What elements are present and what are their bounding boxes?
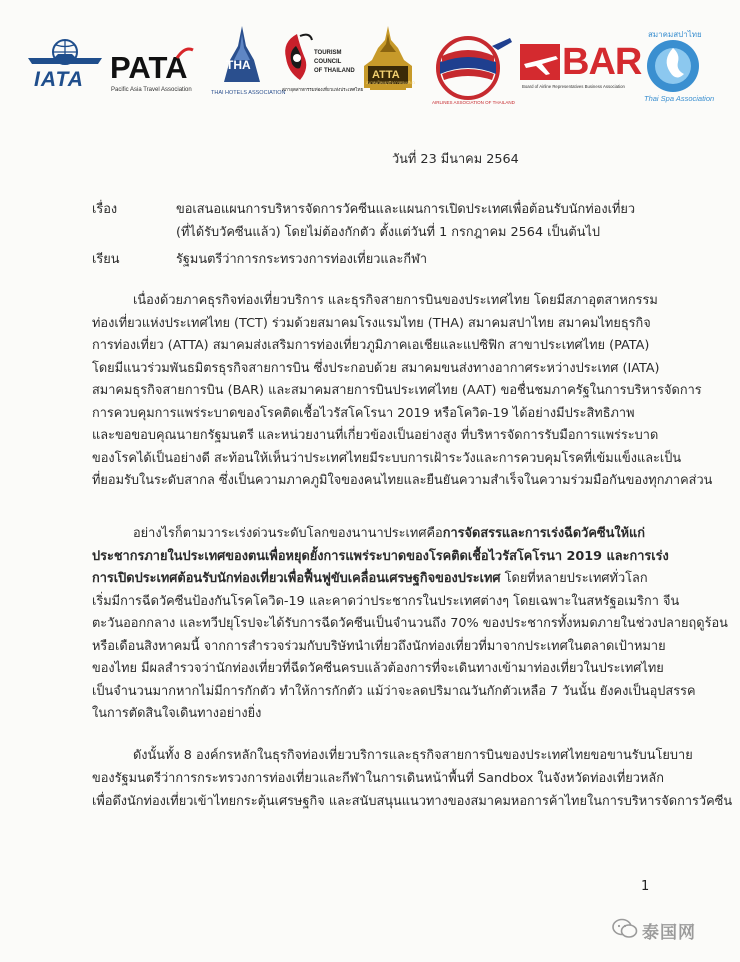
tha-logo-text: THA [226, 58, 251, 72]
paragraph-3-line: เพื่อดึงนักท่องเที่ยวเข้าไทยกระตุ้นเศรษฐกิจ และสนับสนุนแนวทางของสมาคมหอการค้าไทยในการบริหารจัดการวัคซีน [92, 794, 733, 809]
tha-logo-subtitle: THAI HOTELS ASSOCIATION [211, 90, 286, 96]
pata-logo-text: PATA [110, 50, 188, 85]
atta-logo-subtitle: สมาคมไทยธุรกิจการท่องเที่ยว [366, 81, 415, 85]
paragraph-2-emphasis: การจัดสรรและการเร่งฉีดวัคซีนให้แก่ [442, 526, 646, 541]
logo-row [0, 26, 740, 106]
aat-logo-subtitle: AIRLINES ASSOCIATION OF THAILAND [432, 100, 515, 105]
bar-logo-subtitle: Board of Airline Representatives Business Association [522, 84, 625, 89]
recipient-value: รัฐมนตรีว่าการกระทรวงการท่องเที่ยวและกีฬา [176, 252, 428, 267]
aat-globe-icon [428, 26, 514, 106]
bar-logo [520, 26, 642, 106]
thai-spa-bottom-text: Thai Spa Association [644, 94, 715, 103]
subject-line-1: ขอเสนอแผนการบริหารจัดการวัคซีนและแผนการเปิดประเทศเพื่อต้อนรับนักท่องเที่ยว [176, 202, 636, 217]
paragraph-1-line: สมาคมธุรกิจสายการบิน (BAR) และสมาคมสายการบินประเทศไทย (AAT) ขอชื่นชมภาครัฐในการบริหารจัดการ [92, 383, 702, 398]
pata-swoosh-icon [175, 46, 195, 66]
tct-line1: TOURISM [314, 50, 342, 56]
paragraph-2-line: ตะวันออกกลาง และทวีปยุโรปจะได้รับการฉีดวัคซีนเป็นจำนวนถึง 70% ของประชากรทั้งหมดภายในช่วงปลายฤดูร้อน [92, 616, 728, 631]
tct-logo-subtitle: สภาอุตสาหกรรมท่องเที่ยวแห่งประเทศไทย [282, 87, 364, 92]
tha-logo [211, 26, 286, 106]
pata-logo [108, 26, 198, 106]
recipient-label: เรียน [92, 252, 120, 267]
bar-plane-block [520, 44, 560, 80]
tct-flower-icon [280, 28, 314, 88]
paragraph-2-line-1 [133, 525, 645, 543]
paragraph-1-line: โดยมีแนวร่วมพันธมิตรธุรกิจสายการบิน ซึ่งประกอบด้วย สมาคมขนส่งทางอากาศระหว่างประเทศ (IATA) [92, 361, 660, 376]
watermark-text: 泰国网 [642, 923, 696, 943]
paragraph-2-line: หรือเดือนสิงหาคมนี้ จากการสำรวจร่วมกับบริษัทนำเที่ยวถึงนักท่องเที่ยวที่มาจากประเทศในตลาดเป้าหมาย [92, 639, 666, 654]
tha-spire-icon [220, 26, 264, 86]
paragraph-1-line: การควบคุมการแพร่ระบาดของโรคติดเชื้อไวรัสโคโรนา 2019 หรือโควิด-19 ได้อย่างมีประสิทธิภาพ [92, 406, 635, 421]
pata-logo-subtitle: Pacific Asia Travel Association [111, 87, 192, 93]
paragraph-2-line: ของไทย มีผลสำรวจว่านักท่องเที่ยวที่ฉีดวัคซีนครบแล้วต้องการที่จะเดินทางเข้ามาท่องเที่ยวในประเทศไทย [92, 661, 664, 676]
atta-logo [358, 26, 420, 106]
paragraph-1-line: ท่องเที่ยวแห่งประเทศไทย (TCT) ร่วมด้วยสมาคมโรงแรมไทย (THA) สมาคมสปาไทย สมาคมไทยธุรกิจ [92, 316, 651, 331]
paragraph-2-line: ในการตัดสินใจเดินทางอย่างยิ่ง [92, 706, 262, 721]
page-number: 1 [641, 879, 650, 894]
tct-line3: OF THAILAND [314, 68, 355, 74]
paragraph-2-intro: อย่างไรก็ตามวาระเร่งด่วนระดับโลกของนานาประเทศคือ [133, 526, 443, 541]
iata-logo-text: IATA [34, 68, 84, 91]
document-date: วันที่ 23 มีนาคม 2564 [392, 152, 519, 167]
subject-label: เรื่อง [92, 202, 118, 217]
watermark [612, 916, 722, 942]
paragraph-1-line: การท่องเที่ยว (ATTA) สมาคมส่งเสริมการท่องเที่ยวภูมิภาคเอเชียและแปซิฟิก สาขาประเทศไทย (PATA) [92, 338, 650, 353]
paragraph-2-line-2: ประชากรภายในประเทศของตนเพื่อหยุดยั้งการแพร่ระบาดของโรคติดเชื้อไวรัสโคโรนา 2019 และการเร่ง [92, 549, 669, 564]
paragraph-1-line: เนื่องด้วยภาคธุรกิจท่องเที่ยวบริการ และธุรกิจสายการบินของประเทศไทย โดยมีสภาอุตสาหกรรม [133, 293, 658, 308]
paragraph-1-line: และขอขอบคุณนายกรัฐมนตรี และหน่วยงานที่เกี่ยวข้องเป็นอย่างสูง ที่บริหารจัดการรับมือการแพร่ระบาด [92, 428, 659, 443]
tct-line2: COUNCIL [314, 59, 342, 65]
iata-logo [24, 26, 106, 106]
paragraph-1-line: ที่ยอมรับในระดับสากล ซึ่งเป็นความภาคภูมิใจของคนไทยและยืนยันความสำเร็จในความร่วมมือกันของทุกภาคส่วน [92, 473, 713, 488]
bar-logo-text: BAR [562, 41, 642, 83]
paragraph-3-line: ของรัฐมนตรีว่าการกระทรวงการท่องเที่ยวและกีฬาในการเดินหน้าพื้นที่ Sandbox ในจังหวัดท่องเที่ยวหลัก [92, 771, 664, 786]
bar-plane-icon [520, 44, 560, 80]
paragraph-2-continuation: โดยที่หลายประเทศทั่วโลก [500, 571, 648, 586]
atta-logo-text: ATTA [372, 69, 400, 81]
paragraph-2-emphasis: การเปิดประเทศต้อนรับนักท่องเที่ยวเพื่อฟื้นฟูขับเคลื่อนเศรษฐกิจของประเทศ [92, 571, 501, 586]
thai-spa-top-text: สมาคมสปาไทย [648, 30, 702, 39]
subject-line-2: (ที่ได้รับวัคซีนแล้ว) โดยไม่ต้องกักตัว ตั้งแต่วันที่ 1 กรกฎาคม 2564 เป็นต้นไป [176, 225, 601, 240]
paragraph-2-line-3 [92, 570, 648, 588]
thai-spa-logo [640, 26, 715, 106]
paragraph-1-line: ของโรคได้เป็นอย่างดี สะท้อนให้เห็นว่าประเทศไทยมีระบบการเฝ้าระวังและการควบคุมโรคที่เข้มแข็งและเป็น [92, 451, 682, 466]
paragraph-2-line: เริ่มมีการฉีดวัคซีนป้องกันโรคโควิด-19 และคาดว่าประชากรในประเทศต่างๆ โดยเฉพาะในสหรัฐอเมริกา จีน [92, 594, 680, 609]
tct-logo [280, 26, 364, 106]
aat-logo [428, 26, 514, 106]
paragraph-3-line: ดังนั้นทั้ง 8 องค์กรหลักในธุรกิจท่องเที่ยวบริการและธุรกิจสายการบินของประเทศไทยขอขานรับนโยบาย [133, 748, 693, 763]
wechat-icon [612, 918, 638, 940]
paragraph-2-line: เป็นจำนวนมากหากไม่มีการกักตัว ทำให้การกักตัว แม้ว่าจะลดปริมาณวันกักตัวเหลือ 7 วันนั้น ยังคงเป็นอุปสรรค [92, 684, 696, 699]
